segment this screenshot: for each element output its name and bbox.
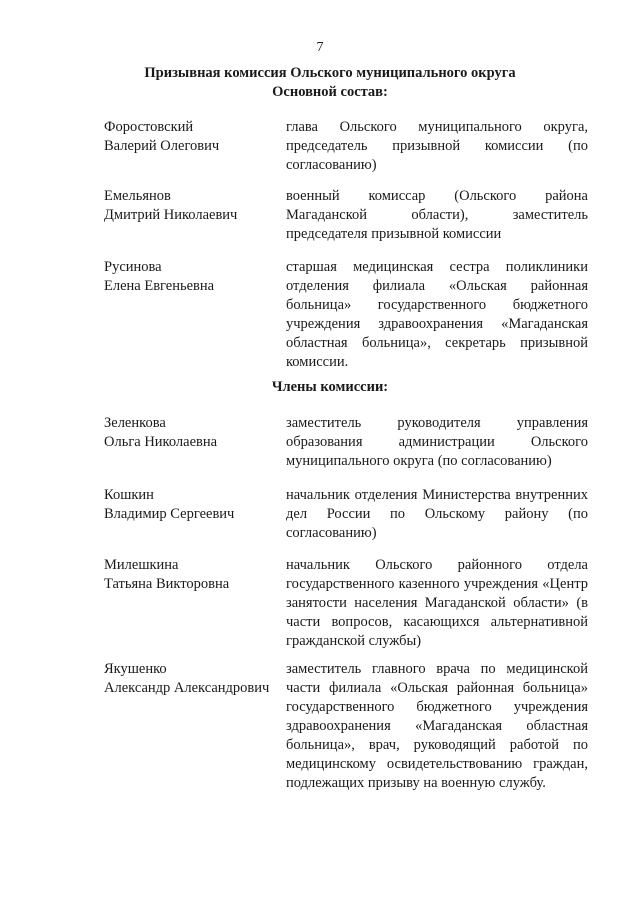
person-given-names: Валерий Олегович — [104, 138, 220, 154]
person-name — [104, 556, 280, 594]
person-name — [104, 486, 280, 524]
person-surname: Емельянов — [104, 188, 171, 204]
person-name — [104, 258, 280, 296]
person-surname: Форостовский — [104, 119, 194, 135]
person-role: заместитель главного врача по медицинской части филиала «Ольская районная больница» государственного бюджетного учреждения здравоохранения «Магаданская областная больница», врач, руководящий работой по медицинскому освидетельствованию граждан, подлежащих призыву на военную службу. — [286, 661, 588, 791]
page-number: 7 — [316, 40, 324, 55]
person-surname: Русинова — [104, 259, 162, 275]
person-surname: Зеленкова — [104, 415, 166, 431]
person-name — [104, 118, 280, 156]
person-role: глава Ольского муниципального округа, председатель призывной комиссии (по согласованию) — [286, 119, 588, 173]
person-given-names: Владимир Сергеевич — [104, 506, 235, 522]
person-surname: Якушенко — [104, 661, 167, 677]
person-name — [104, 660, 280, 698]
person-surname: Кошкин — [104, 487, 154, 503]
person-given-names: Ольга Николаевна — [104, 434, 218, 450]
person-name — [104, 414, 280, 452]
person-given-names: Дмитрий Николаевич — [104, 207, 238, 223]
person-given-names: Елена Евгеньевна — [104, 278, 215, 294]
person-given-names: Александр Александрович — [104, 680, 270, 696]
person-surname: Милешкина — [104, 557, 179, 573]
person-name — [104, 187, 280, 225]
members-heading: Члены комиссии: — [271, 379, 389, 395]
person-role: начальник Ольского районного отдела государственного казенного учреждения «Центр занятости населения Магаданской области» (в части вопросов, касающихся альтернативной гражданской службы) — [286, 557, 588, 649]
document-title — [60, 64, 600, 102]
person-role: военный комиссар (Ольского района Магаданской области), заместитель председателя призывной комиссии — [286, 188, 588, 242]
person-role: начальник отделения Министерства внутренних дел России по Ольскому району (по согласованию) — [286, 487, 588, 541]
person-role: заместитель руководителя управления образования администрации Ольского муниципального округа (по согласованию) — [286, 415, 588, 469]
title-line-1: Призывная комиссия Ольского муниципального округа — [144, 65, 516, 81]
title-line-2: Основной состав: — [272, 84, 388, 100]
person-role: старшая медицинская сестра поликлиники отделения филиала «Ольская районная больница» государственного бюджетного учреждения здравоохранения «Магаданская областная больница», секретарь призывной комиссии. — [286, 259, 588, 370]
person-given-names: Татьяна Викторовна — [104, 576, 230, 592]
